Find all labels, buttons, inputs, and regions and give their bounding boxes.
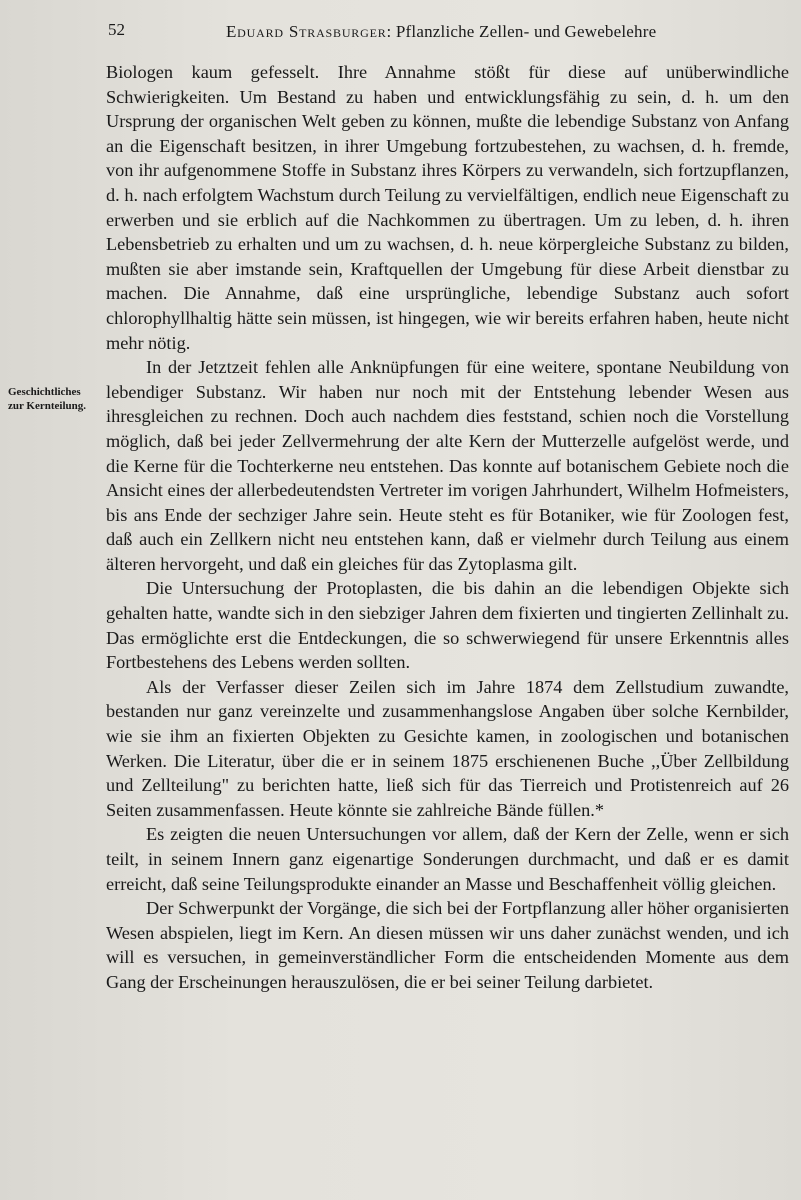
running-title-author: Eduard Strasburger [226,22,387,41]
paragraph: In der Jetztzeit fehlen alle Anknüpfungen für eine weitere, spontane Neubildung von lebendiger Substanz. Wir haben nur noch mit der Entstehung lebender Wesen aus ihresgleichen zu rechnen. Doch auch nachdem dies feststand, schien noch die Vorstellung möglich, daß bei jeder Zellvermehrung der alte Kern der Mutterzelle aufgelöst werde, und die Kerne für die Tochterkerne neu entstehen. Das konnte auf botanischem Gebiete noch die Ansicht eines der allerbedeutendsten Vertreter im vorigen Jahrhundert, Wilhelm Hofmeisters, bis ans Ende der sechziger Jahre sein. Heute steht es für Botaniker, wie für Zoologen fest, daß auch ein Zellkern nicht neu entstehen kann, daß er vielmehr durch Teilung aus einem älteren hervorgeht, und daß ein gleiches für das Zytoplasma gilt. [106,357,789,574]
paragraph: Die Untersuchung der Protoplasten, die bis dahin an die lebendigen Objekte sich gehalten hatte, wandte sich in den siebziger Jahren dem fixierten und tingierten Zellinhalt zu. Das ermöglichte erst die Entdeckungen, die so schwerwiegend für unsere Erkenntnis alles Fortbestehens des Lebens werden sollten. [106,578,789,673]
paragraph: Biologen kaum gefesselt. Ihre Annahme stößt für diese auf unüberwindliche Schwierigkeiten. Um Bestand zu haben und entwicklungsfähig zu sein, d. h. um den Ursprung der organischen Welt geben zu können, mußte die lebendige Substanz von Anfang an die Eigenschaft besitzen, in ihrer Umgebung fortzubestehen, zu wachsen, d. h. fremde, von ihr aufgenommene Stoffe in Substanz ihres Körpers zu verwandeln, sich fortzupflanzen, d. h. nach erfolgtem Wachstum durch Teilung zu vervielfältigen, endlich neue Eigenschaft zu erwerben und sie erblich auf die Nachkommen zu übertragen. Um zu leben, d. h. ihren Lebensbetrieb zu erhalten und um zu wachsen, d. h. neue körpergleiche Substanz zu bilden, mußten sie aber imstande sein, Kraftquellen der Umgebung für diese Arbeit dienstbar zu machen. Die Annahme, daß eine ursprüngliche, lebendige Substanz auch sofort chlorophyllhaltig hätte sein müssen, ist hingegen, wie wir bereits erfahren haben, heute nicht mehr nötig. [106,62,789,353]
running-title-separator: : [386,22,396,41]
margin-note [8,385,108,413]
body-text [106,60,789,995]
margin-note-line: zur Kernteilung. [8,400,87,412]
paragraph: Als der Verfasser dieser Zeilen sich im Jahre 1874 dem Zellstudium zuwandte, bestanden nur ganz vereinzelte und zusammenhangslose Angaben über solche Kernbilder, wie sie ihm an fixierten Objekten zu Gesichte kamen, in zoologischen und botanischen Werken. Die Literatur, über die er in seinem 1875 erschienenen Buche ,,Über Zellbildung und Zellteilung" zu berichten hatte, ließ sich für das Tierreich und Protistenreich auf 26 Seiten zusammenfassen. Heute könnte sie zahlreiche Bände füllen.* [106,676,789,820]
paragraph: Es zeigten die neuen Untersuchungen vor allem, daß der Kern der Zelle, wenn er sich teilt, in seinem Innern ganz eigenartige Sonderungen durchmacht, und daß er es damit erreicht, daß seine Teilungsprodukte einander an Masse und Beschaffenheit völlig gleichen. [106,824,789,894]
page-number: 52 [108,20,125,39]
paragraph: Der Schwerpunkt der Vorgänge, die sich bei der Fortpflanzung aller höher organisierten Wesen abspielen, liegt im Kern. An diesen müssen wir uns daher zunächst wenden, und ich will es versuchen, in gemeinverständlicher Form die entscheidenden Momente aus dem Gang der Erscheinungen herauszulösen, die er bei seiner Teilung darbietet. [106,898,789,992]
margin-note-line: Geschichtliches [8,386,81,398]
running-head [108,20,688,44]
running-title-text: Pflanzliche Zellen- und Gewebelehre [395,22,657,41]
running-title [226,22,656,42]
